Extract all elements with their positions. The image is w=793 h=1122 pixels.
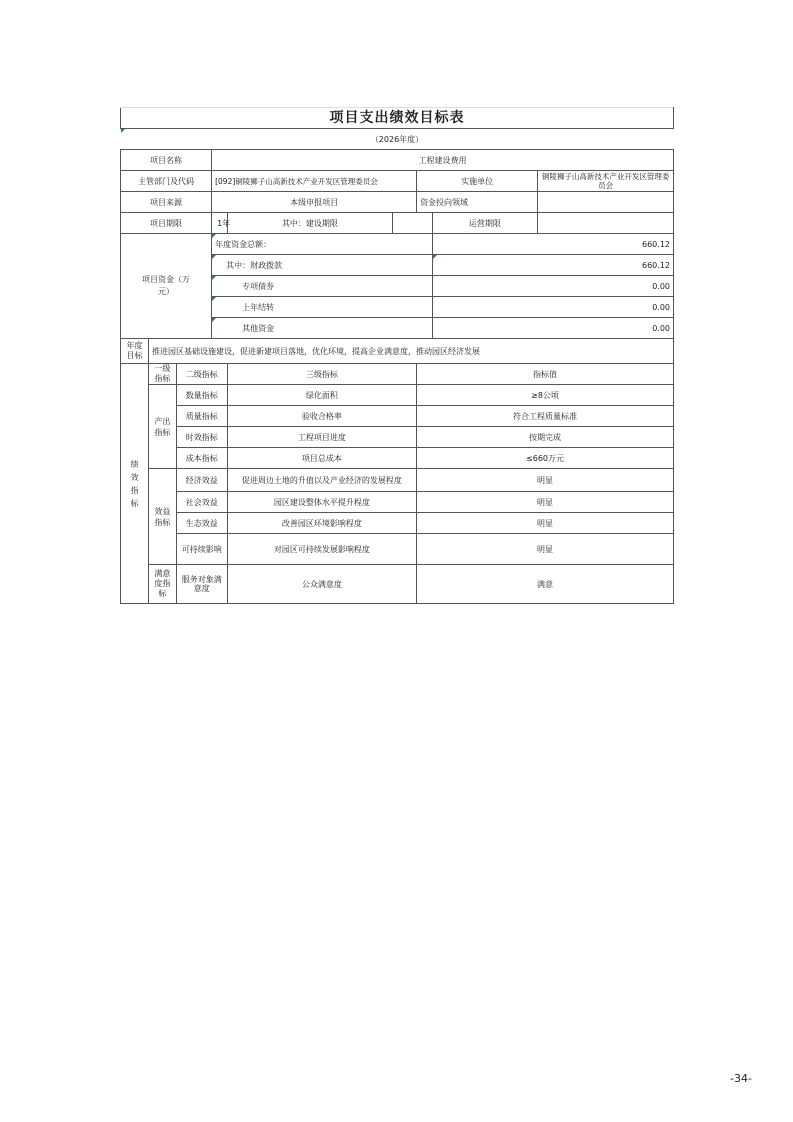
table-title: 项目支出绩效目标表 [121, 108, 674, 129]
label-funds: 项目资金（万元） [121, 234, 212, 339]
funds-fiscal-value: 660.12 [432, 255, 673, 276]
output-level3: 验收合格率 [227, 406, 416, 427]
output-level3: 绿化面积 [227, 385, 416, 406]
perf-header-level1: 一级指标 [148, 364, 176, 385]
output-level3: 工程项目进度 [227, 427, 416, 448]
perf-header-level2: 二级指标 [176, 364, 227, 385]
value-annual-goal: 推进园区基础设施建设，促进新建项目落地，优化环境，提高企业满意度，推动园区经济发展 [148, 339, 673, 364]
satisfaction-level1: 满意度指标 [148, 565, 176, 604]
benefit-level3: 改善园区环境影响程度 [227, 513, 416, 534]
benefit-level2: 社会效益 [176, 492, 227, 513]
label-perf: 绩效指标 [121, 364, 149, 604]
funds-bond-label: 专项债券 [212, 276, 432, 297]
output-value: ≥8公顷 [417, 385, 674, 406]
output-value: 按期完成 [417, 427, 674, 448]
output-level1: 产出指标 [148, 385, 176, 469]
label-department: 主管部门及代码 [121, 171, 212, 192]
label-invest-field: 资金投向领域 [417, 192, 538, 213]
value-invest-field [538, 192, 674, 213]
value-source: 本级申报项目 [212, 192, 417, 213]
label-period: 项目期限 [121, 213, 212, 234]
funds-other-value: 0.00 [432, 318, 673, 339]
benefit-level3: 对园区可持续发展影响程度 [227, 534, 416, 565]
benefit-value: 明显 [417, 513, 674, 534]
performance-target-table [120, 107, 674, 604]
output-level3: 项目总成本 [227, 448, 416, 469]
benefit-value: 明显 [417, 469, 674, 492]
label-op-period: 运营期限 [432, 213, 538, 234]
label-implementer: 实施单位 [417, 171, 538, 192]
table-year: （2026年度） [121, 129, 674, 150]
funds-carryover-value: 0.00 [432, 297, 673, 318]
output-level2: 数量指标 [176, 385, 227, 406]
output-level2: 时效指标 [176, 427, 227, 448]
funds-total-value: 660.12 [432, 234, 673, 255]
output-value: 符合工程质量标准 [417, 406, 674, 427]
funds-bond-value: 0.00 [432, 276, 673, 297]
perf-header-level3: 三级指标 [227, 364, 416, 385]
output-value: ≤660万元 [417, 448, 674, 469]
funds-total-label: 年度资金总额： [212, 234, 432, 255]
page-number: -34- [730, 1072, 752, 1085]
output-level2: 成本指标 [176, 448, 227, 469]
value-build-period [393, 213, 432, 234]
satisfaction-level3: 公众满意度 [227, 565, 416, 604]
table [120, 107, 674, 604]
satisfaction-level2: 服务对象满意度 [176, 565, 227, 604]
label-build-period: 其中：建设期限 [227, 213, 393, 234]
label-project-name: 项目名称 [121, 150, 212, 171]
value-department: [092]铜陵狮子山高新技术产业开发区管理委员会 [212, 171, 417, 192]
perf-header-value: 指标值 [417, 364, 674, 385]
output-level2: 质量指标 [176, 406, 227, 427]
value-project-name: 工程建设费用 [212, 150, 674, 171]
label-annual-goal: 年度目标 [121, 339, 149, 364]
benefit-level3: 促进周边土地的升值以及产业经济的发展程度 [227, 469, 416, 492]
benefit-value: 明显 [417, 492, 674, 513]
benefit-value: 明显 [417, 534, 674, 565]
benefit-level1: 效益指标 [148, 469, 176, 565]
funds-other-label: 其他资金 [212, 318, 432, 339]
benefit-level3: 园区建设整体水平提升程度 [227, 492, 416, 513]
value-period: 1年 [212, 213, 228, 234]
satisfaction-value: 满意 [417, 565, 674, 604]
benefit-level2: 可持续影响 [176, 534, 227, 565]
benefit-level2: 经济效益 [176, 469, 227, 492]
benefit-level2: 生态效益 [176, 513, 227, 534]
label-source: 项目来源 [121, 192, 212, 213]
funds-fiscal-label: 其中：财政拨款 [212, 255, 432, 276]
funds-carryover-label: 上年结转 [212, 297, 432, 318]
value-op-period [538, 213, 674, 234]
value-implementer: 铜陵狮子山高新技术产业开发区管理委员会 [538, 171, 674, 192]
